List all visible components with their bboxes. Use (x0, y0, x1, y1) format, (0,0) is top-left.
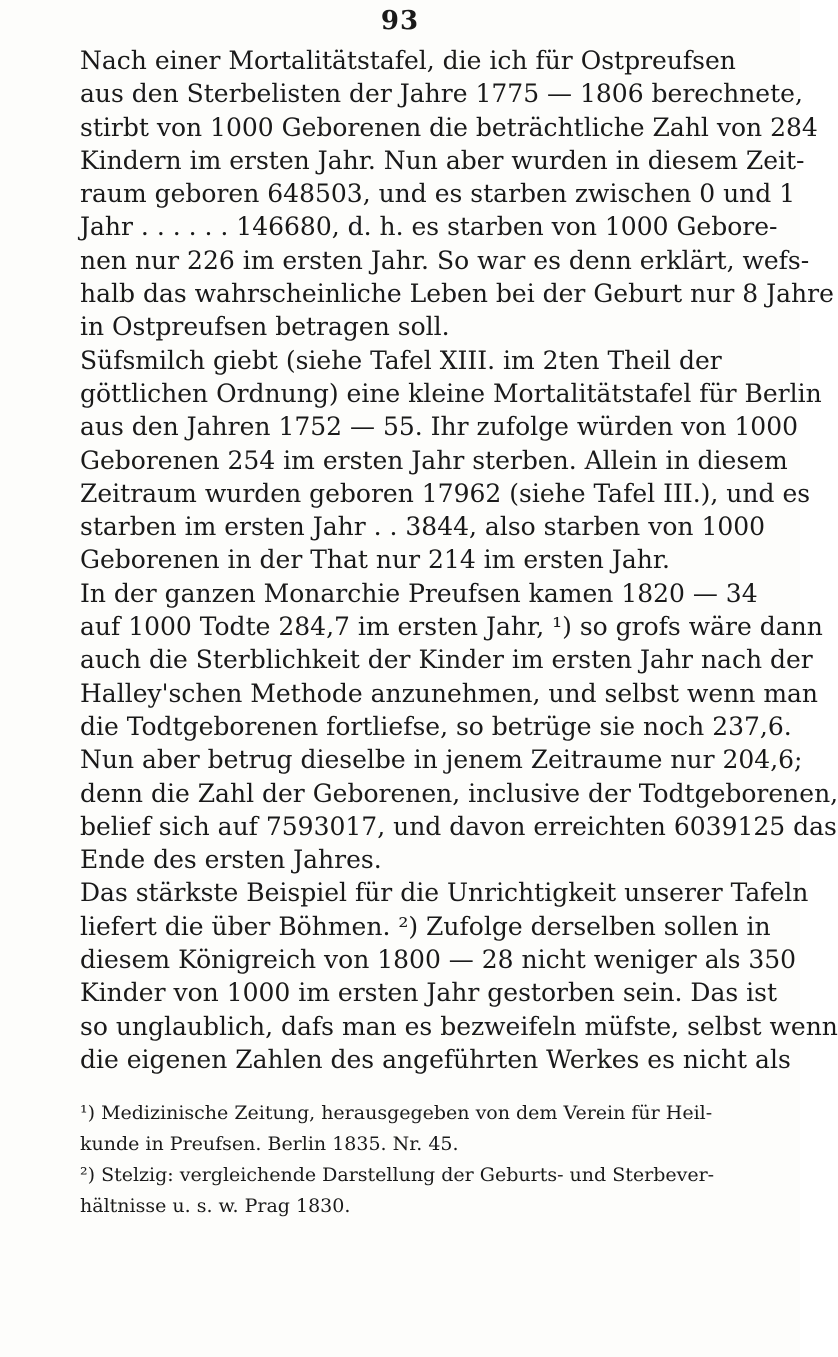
text-line: stirbt von 1000 Geborenen die beträchtliche Zahl von 284 (80, 112, 818, 142)
footnote-1 (80, 1098, 745, 1160)
text-line: denn die Zahl der Geborenen, inclusive der Todtgeborenen, (80, 778, 838, 808)
paragraph-berlin (80, 344, 822, 577)
text-line: Ende des ersten Jahres. (80, 845, 382, 875)
footnote-line: ¹) Medizinische Zeitung, herausgegeben von dem Verein für Heil- (80, 1102, 713, 1124)
text-line: göttlichen Ordnung) eine kleine Mortalitätstafel für Berlin (80, 378, 822, 408)
footnote-line: hältnisse u. s. w. Prag 1830. (80, 1195, 351, 1217)
page-number: 93 (380, 6, 420, 36)
text-line: belief sich auf 7593017, und davon erreichten 6039125 das (80, 811, 837, 841)
text-line: diesem Königreich von 1800 — 28 nicht weniger als 350 (80, 945, 797, 975)
footnotes (80, 1098, 745, 1222)
text-line: Kindern im ersten Jahr. Nun aber wurden in diesem Zeit- (80, 145, 805, 175)
text-line: Süfsmilch giebt (siehe Tafel XIII. im 2ten Theil der (80, 345, 722, 375)
text-line: halb das wahrscheinliche Leben bei der Geburt nur 8 Jahre (80, 279, 834, 309)
paragraph-preussen (80, 577, 838, 877)
text-line: Nach einer Mortalitätstafel, die ich für Ostpreufsen (80, 46, 736, 75)
text-line: Geborenen in der That nur 214 im ersten Jahr. (80, 545, 670, 575)
text-line: raum geboren 648503, und es starben zwischen 0 und 1 (80, 179, 796, 209)
text-line: Geborenen 254 im ersten Jahr sterben. Allein in diesem (80, 445, 788, 475)
text-line: nen nur 226 im ersten Jahr. So war es denn erklärt, wefs- (80, 245, 810, 275)
main-text (80, 44, 838, 1076)
text-line: die Todtgeborenen fortliefse, so betrüge sie noch 237,6. (80, 711, 792, 741)
text-line: aus den Sterbelisten der Jahre 1775 — 1806 berechnete, (80, 79, 803, 109)
text-line: so unglaublich, dafs man es bezweifeln müfste, selbst wenn (80, 1011, 838, 1041)
text-line: Halley'schen Methode anzunehmen, und selbst wenn man (80, 678, 819, 708)
paragraph-boehmen (80, 876, 838, 1076)
paragraph-ostpreussen (80, 44, 834, 344)
text-line: In der ganzen Monarchie Preufsen kamen 1820 — 34 (80, 578, 758, 608)
text-line: die eigenen Zahlen des angeführten Werkes es nicht als (80, 1044, 791, 1074)
text-line: aus den Jahren 1752 — 55. Ihr zufolge würden von 1000 (80, 412, 799, 442)
text-line: Jahr . . . . . . 146680, d. h. es starben von 1000 Gebore- (80, 212, 778, 242)
text-line: Das stärkste Beispiel für die Unrichtigkeit unserer Tafeln (80, 878, 809, 908)
footnote-2 (80, 1160, 745, 1222)
footnote-line: ²) Stelzig: vergleichende Darstellung der Geburts- und Sterbever- (80, 1164, 715, 1186)
text-line: auch die Sterblichkeit der Kinder im ersten Jahr nach der (80, 645, 813, 675)
text-line: Nun aber betrug dieselbe in jenem Zeitraume nur 204,6; (80, 745, 803, 775)
text-line: liefert die über Böhmen. ²) Zufolge derselben sollen in (80, 911, 771, 941)
text-line: Kinder von 1000 im ersten Jahr gestorben sein. Das ist (80, 978, 778, 1008)
text-line: starben im ersten Jahr . . 3844, also starben von 1000 (80, 512, 766, 542)
text-line: auf 1000 Todte 284,7 im ersten Jahr, ¹) so grofs wäre dann (80, 612, 823, 642)
footnote-line: kunde in Preufsen. Berlin 1835. Nr. 45. (80, 1133, 459, 1155)
text-line: in Ostpreufsen betragen soll. (80, 312, 450, 342)
text-line: Zeitraum wurden geboren 17962 (siehe Tafel III.), und es (80, 478, 811, 508)
